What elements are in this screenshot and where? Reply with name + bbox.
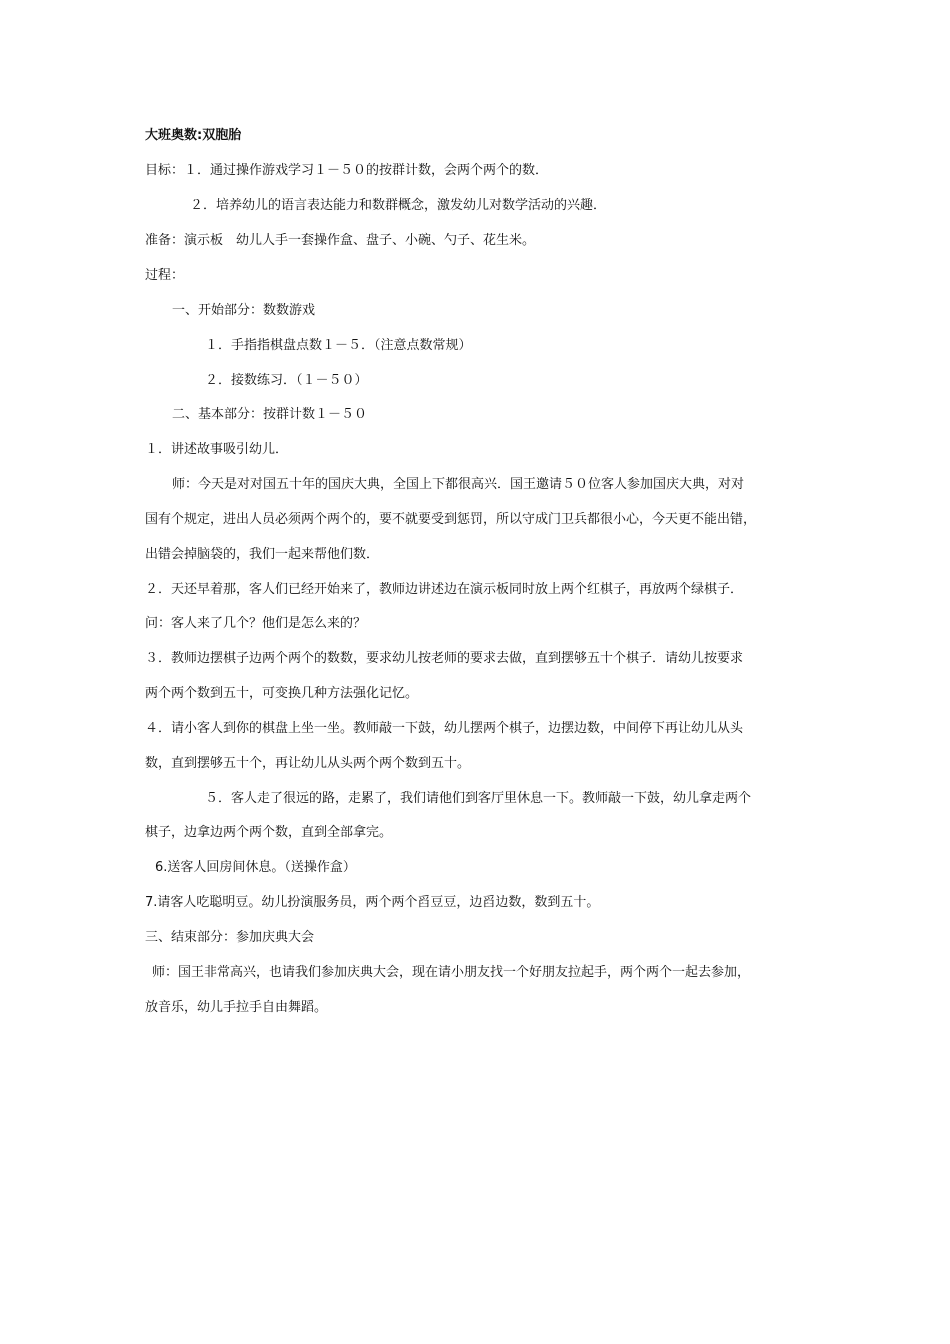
section-1-item-1: １．手指指棋盘点数１－５．（注意点数常规） bbox=[205, 338, 472, 353]
story-line-2: 国有个规定，进出人员必须两个两个的，要不就要受到惩罚，所以守成门卫兵都很小心，今天更不能出错， bbox=[145, 512, 757, 527]
section-2-item-7: 7.请客人吃聪明豆。幼儿扮演服务员，两个两个舀豆豆，边舀边数，数到五十。 bbox=[145, 895, 600, 910]
section-2-heading: 二、基本部分：按群计数１－５０ bbox=[172, 407, 368, 422]
section-2-item-3-line-2: 两个两个数到五十，可变换几种方法强化记忆。 bbox=[145, 686, 419, 701]
section-2-item-1: １．讲述故事吸引幼儿． bbox=[145, 442, 289, 457]
question-line: 问：客人来了几个？他们是怎么来的？ bbox=[145, 616, 367, 631]
section-1-item-2: ２．接数练习．（１－５０） bbox=[205, 373, 368, 388]
section-2-item-6: 6.送客人回房间休息。（送操作盒） bbox=[155, 860, 356, 875]
section-2-item-3-line-1: ３．教师边摆棋子边两个两个的数数，要求幼儿按老师的要求去做，直到摆够五十个棋子．请幼儿按要求 bbox=[145, 651, 744, 666]
story-line-3: 出错会掉脑袋的，我们一起来帮他们数． bbox=[145, 547, 380, 562]
preparation-line: 准备：演示板 幼儿人手一套操作盒、盘子、小碗、勺子、花生米。 bbox=[145, 233, 536, 248]
process-heading: 过程： bbox=[145, 268, 185, 283]
closing-line-1: 师：国王非常高兴，也请我们参加庆典大会，现在请小朋友找一个好朋友拉起手，两个两个一起去参加， bbox=[152, 965, 751, 980]
section-2-item-5-line-1: ５．客人走了很远的路，走累了，我们请他们到客厅里休息一下。教师敲一下鼓，幼儿拿走两个 bbox=[205, 791, 752, 806]
section-2-item-4-line-1: ４．请小客人到你的棋盘上坐一坐。教师敲一下鼓，幼儿摆两个棋子，边摆边数，中间停下再让幼儿从头 bbox=[145, 721, 744, 736]
document-title: 大班奥数:双胞胎 bbox=[145, 128, 242, 143]
goal-line-2: ２．培养幼儿的语言表达能力和数群概念，激发幼儿对数学活动的兴趣． bbox=[190, 198, 607, 213]
section-3-heading: 三、结束部分：参加庆典大会 bbox=[145, 930, 315, 945]
section-2-item-5-line-2: 棋子，边拿边两个两个数，直到全部拿完。 bbox=[145, 825, 393, 840]
story-line-1: 师：今天是对对国五十年的国庆大典，全国上下都很高兴．国王邀请５０位客人参加国庆大典，对对 bbox=[172, 477, 745, 492]
section-2-item-2: ２．天还早着那，客人们已经开始来了，教师边讲述边在演示板同时放上两个红棋子，再放两个绿棋子． bbox=[145, 582, 744, 597]
section-1-heading: 一、开始部分：数数游戏 bbox=[172, 303, 316, 318]
closing-line-2: 放音乐，幼儿手拉手自由舞蹈。 bbox=[145, 1000, 328, 1015]
goal-line-1: 目标：１．通过操作游戏学习１－５０的按群计数，会两个两个的数． bbox=[145, 163, 549, 178]
section-2-item-4-line-2: 数，直到摆够五十个，再让幼儿从头两个两个数到五十。 bbox=[145, 756, 471, 771]
